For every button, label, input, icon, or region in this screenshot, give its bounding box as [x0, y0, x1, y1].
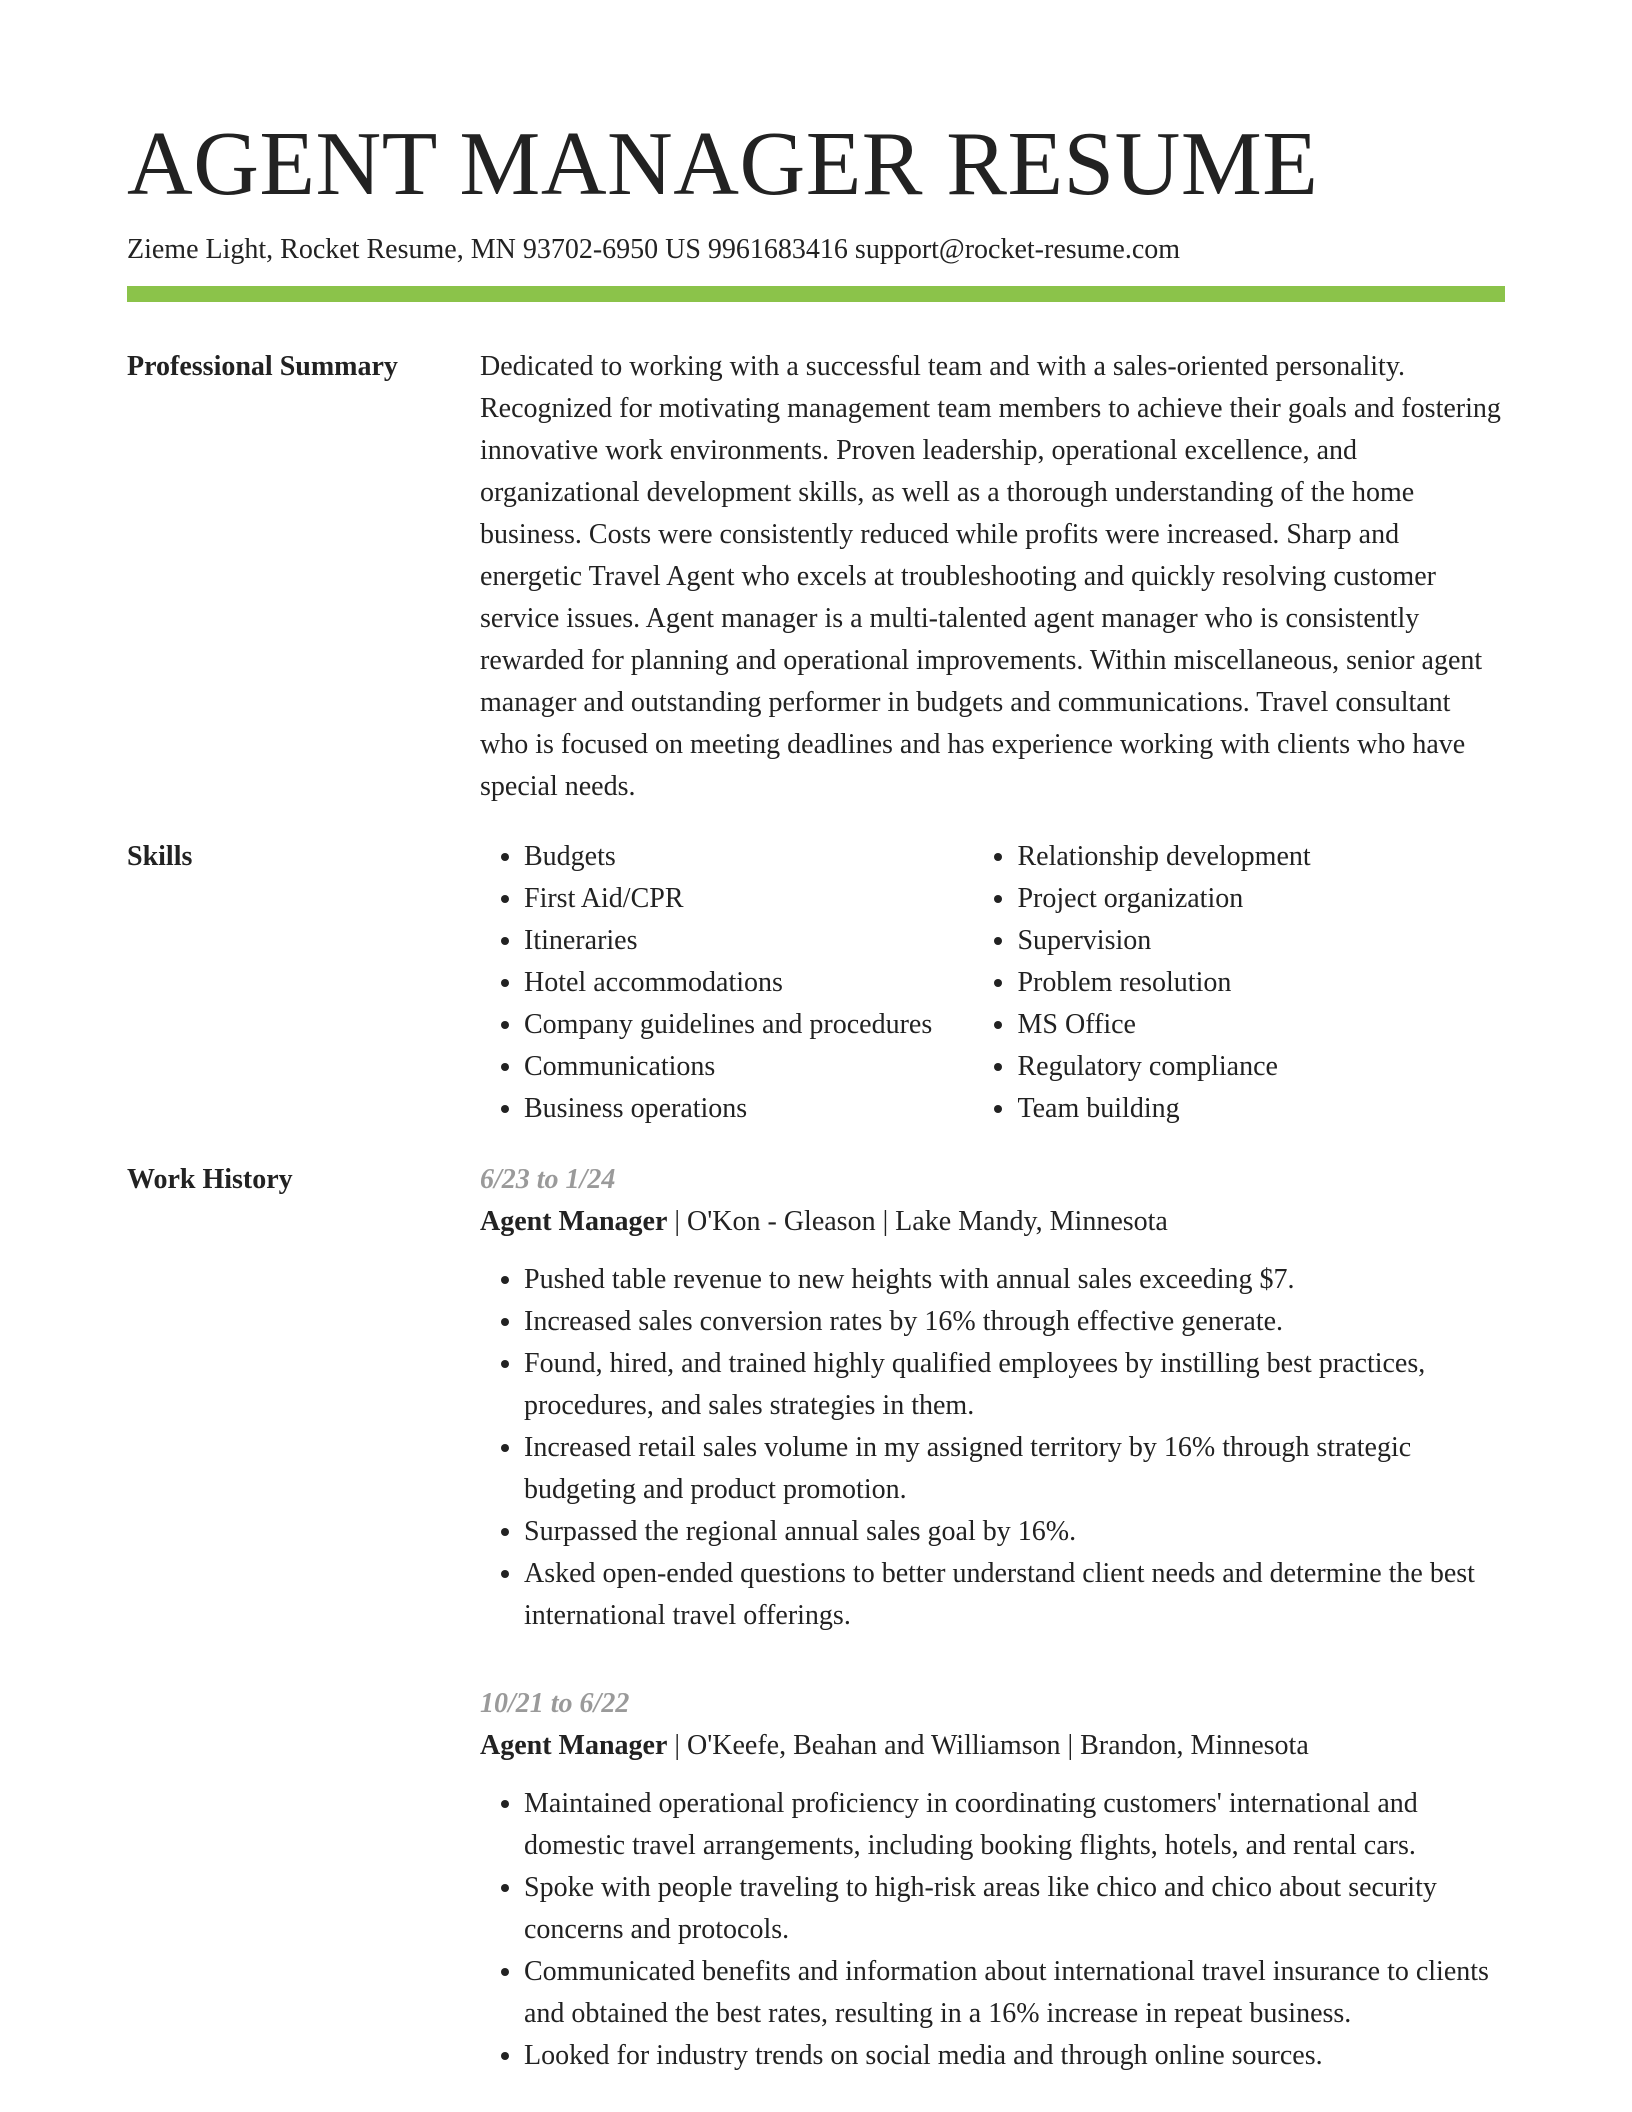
- skill-item: • Budgets: [524, 836, 973, 878]
- job-bullet: • Increased retail sales volume in my assigned territory by 16% through strategic budgeting and product promotion.: [524, 1427, 1505, 1511]
- work-history-heading: Work History: [127, 1164, 293, 1195]
- skill-item: • Company guidelines and procedures: [524, 1004, 973, 1046]
- skill-item: • Business operations: [524, 1088, 973, 1130]
- job-bullet: • Spoke with people traveling to high-risk areas like chico and chico about security concerns and protocols.: [524, 1867, 1505, 1951]
- skill-item: • Project organization: [1017, 878, 1505, 920]
- accent-divider: [127, 286, 1505, 302]
- job-bullet: • Pushed table revenue to new heights with annual sales exceeding $7.: [524, 1259, 1505, 1301]
- job-bullet-list: [480, 1783, 1505, 2077]
- job-dates: 10/21 to 6/22: [480, 1688, 630, 1719]
- skill-item: • MS Office: [1017, 1004, 1505, 1046]
- job-entry: [480, 1159, 1505, 1637]
- skills-grid: [480, 836, 1505, 1130]
- job-bullet: • Looked for industry trends on social media and through online sources.: [524, 2035, 1505, 2077]
- summary-text: Dedicated to working with a successful team and with a sales-oriented personality. Recognized for motivating management team members to achieve their goals and fostering innovative work environments. Proven leadership, operational excellence, and organizational development skills, as well as a thorough understanding of the home business. Costs were consistently reduced while profits were increased. Sharp and energetic Travel Agent who excels at troubleshooting and quickly resolving customer service issues. Agent manager is a multi-talented agent manager who is consistently rewarded for planning and operational improvements. Within miscellaneous, senior agent manager and outstanding performer in budgets and communications. Travel consultant who is focused on meeting deadlines and has experience working with clients who have special needs.: [480, 351, 1501, 802]
- skill-item: • Problem resolution: [1017, 962, 1505, 1004]
- skills-heading: Skills: [127, 841, 193, 872]
- job-bullet: • Maintained operational proficiency in coordinating customers' international and domestic travel arrangements, including booking flights, hotels, and rental cars.: [524, 1783, 1505, 1867]
- skill-item: • First Aid/CPR: [524, 878, 973, 920]
- skill-item: • Supervision: [1017, 920, 1505, 962]
- skill-item: • Itineraries: [524, 920, 973, 962]
- job-bullet: • Surpassed the regional annual sales goal by 16%.: [524, 1511, 1505, 1553]
- job-bullet-list: [480, 1259, 1505, 1637]
- job-dates: 6/23 to 1/24: [480, 1164, 616, 1195]
- job-details: | O'Keefe, Beahan and Williamson | Brandon, Minnesota: [667, 1730, 1309, 1761]
- skill-item: • Team building: [1017, 1088, 1505, 1130]
- job-heading: [480, 1725, 1505, 1767]
- skill-item: • Regulatory compliance: [1017, 1046, 1505, 1088]
- summary-heading: Professional Summary: [127, 351, 398, 382]
- summary-body: [480, 346, 1505, 808]
- skills-list-right: [973, 836, 1505, 1130]
- job-title: Agent Manager: [480, 1206, 668, 1237]
- skill-item: • Communications: [524, 1046, 973, 1088]
- job-details: | O'Kon - Gleason | Lake Mandy, Minnesota: [667, 1206, 1168, 1237]
- work-history-body: [480, 1159, 1505, 2077]
- job-entry: [480, 1683, 1505, 2077]
- job-title: Agent Manager: [480, 1730, 668, 1761]
- job-bullet: • Increased sales conversion rates by 16% through effective generate.: [524, 1301, 1505, 1343]
- skill-item: • Relationship development: [1017, 836, 1505, 878]
- skill-item: • Hotel accommodations: [524, 962, 973, 1004]
- contact-line: Zieme Light, Rocket Resume, MN 93702-6950 US 9961683416 support@rocket-resume.com: [127, 234, 1181, 265]
- resume-title: AGENT MANAGER RESUME: [127, 113, 1319, 214]
- job-bullet: • Communicated benefits and information about international travel insurance to clients and obtained the best rates, resulting in a 16% increase in repeat business.: [524, 1951, 1505, 2035]
- skills-list-left: [480, 836, 973, 1130]
- job-bullet: • Asked open-ended questions to better understand client needs and determine the best international travel offerings.: [524, 1553, 1505, 1637]
- job-bullet: • Found, hired, and trained highly qualified employees by instilling best practices, procedures, and sales strategies in them.: [524, 1343, 1505, 1427]
- job-heading: [480, 1201, 1505, 1243]
